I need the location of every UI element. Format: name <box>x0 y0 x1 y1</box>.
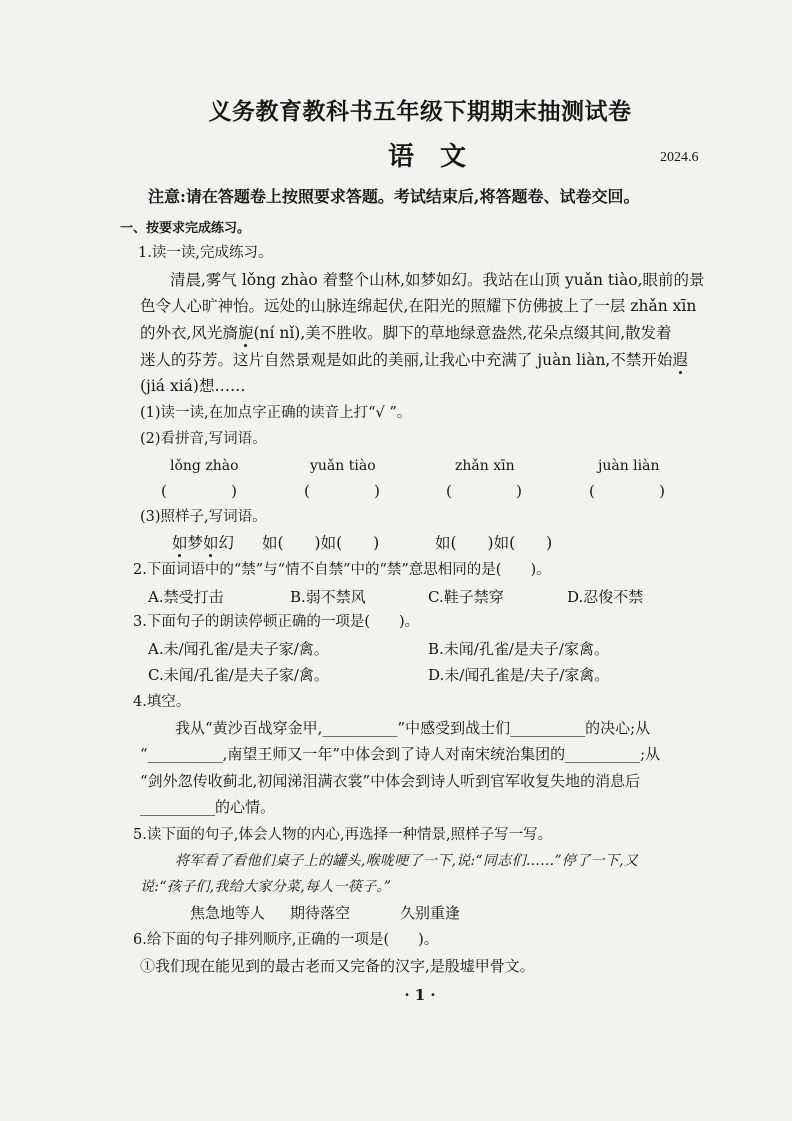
answer-brackets-3: ( ) <box>446 482 522 500</box>
passage-line-1: 清晨,雾气 lǒng zhào 着整个山林,如梦如幻。我站在山顶 yuǎn tiào,眼前的景 <box>170 271 705 289</box>
q5-scene-3: 久别重逢 <box>400 904 461 922</box>
q5-scene-1: 焦急地等人 <box>190 904 266 922</box>
q4-stem: 4.填空。 <box>133 694 191 710</box>
q6-item-1: ①我们现在能见到的最古老而又完备的汉字,是殷墟甲骨文。 <box>140 957 535 975</box>
q5-scene-2: 期待落空 <box>290 904 351 922</box>
q1-sub3: (3)照样子,写词语。 <box>140 509 267 525</box>
answer-brackets-1: ( ) <box>161 482 237 500</box>
q2-stem: 2.下面词语中的“禁”与“情不自禁”中的“禁”意思相同的是( )。 <box>133 562 551 578</box>
example-word: 如梦如幻 <box>172 534 235 552</box>
section-heading: 一、按要求完成练习。 <box>120 221 251 236</box>
pattern-blank-1: 如( )如( ) <box>262 534 380 552</box>
q4-line-1: 我从“黄沙百战穿金甲,__________”中感受到战士们__________的决心;从 <box>175 719 651 737</box>
q5-quote-line-2: 说:“孩子们,我给大家分菜,每人一筷子。” <box>140 879 392 895</box>
q4-line-3: “剑外忽传收蓟北,初闻涕泪满衣裳”中体会到诗人听到官军收复失地的消息后 <box>140 772 641 790</box>
q4-line-2: “__________,南望王师又一年”中体会到了诗人对南宋统治集团的__________;从 <box>140 745 661 763</box>
q3-option-c: C.未闻/孔雀/是夫子家/禽。 <box>148 666 329 684</box>
q3-option-a: A.未/闻孔雀/是夫子家/禽。 <box>148 640 329 658</box>
q1-stem: 1.读一读,完成练习。 <box>138 245 273 261</box>
pinyin-3: zhǎn xīn <box>455 458 515 474</box>
q3-stem: 3.下面句子的朗读停顿正确的一项是( )。 <box>133 614 420 630</box>
q6-stem: 6.给下面的句子排列顺序,正确的一项是( )。 <box>133 932 439 948</box>
answer-brackets-2: ( ) <box>304 482 380 500</box>
q2-option-d: D.忍俊不禁 <box>567 588 644 606</box>
passage-line-3-post: (ní nǐ),美不胜收。脚下的草地绿意盎然,花朵点缀其间,散发着 <box>253 324 672 342</box>
passage-line-4 <box>140 350 688 370</box>
exam-title: 义务教育教科书五年级下期期末抽测试卷 <box>208 98 632 125</box>
pinyin-4: juàn liàn <box>598 458 660 474</box>
q2-option-c: C.鞋子禁穿 <box>428 588 504 606</box>
q2-option-b: B.弱不禁风 <box>290 588 366 606</box>
q2-option-a: A.禁受打击 <box>148 588 224 606</box>
q1-sub2: (2)看拼音,写词语。 <box>140 431 267 447</box>
pattern-blank-2: 如( )如( ) <box>435 534 553 552</box>
exam-date: 2024.6 <box>660 150 699 165</box>
dotted-char: 旎 <box>237 324 254 342</box>
passage-line-3 <box>140 323 672 343</box>
q3-option-d: D.未/闻孔雀是/夫子/家禽。 <box>428 666 610 684</box>
q3-option-b: B.未闻/孔雀/是夫子/家禽。 <box>428 640 609 658</box>
pinyin-2: yuǎn tiào <box>310 458 376 474</box>
dotted-char: 遐 <box>672 351 688 369</box>
passage-line-2: 色令人心旷神怡。远处的山脉连绵起伏,在阳光的照耀下仿佛披上了一层 zhǎn xīn <box>140 297 697 315</box>
q1-sub1: (1)读一读,在加点字正确的读音上打“√ ”。 <box>140 405 412 421</box>
passage-line-4-pre: 迷人的芬芳。这片自然景观是如此的美丽,让我心中充满了 juàn liàn,不禁开始 <box>140 351 673 369</box>
exam-notice: 注意:请在答题卷上按照要求答题。考试结束后,将答题卷、试卷交回。 <box>148 187 640 206</box>
q4-line-4: __________的心情。 <box>140 798 276 816</box>
page-number: · 1 · <box>404 986 436 1004</box>
q5-quote-line-1: 将军看了看他们桌子上的罐头,喉咙哽了一下,说:“同志们……”停了一下,又 <box>175 853 639 869</box>
passage-line-5: (jiá xiá)想…… <box>140 377 246 395</box>
answer-brackets-4: ( ) <box>589 482 665 500</box>
q5-stem: 5.读下面的句子,体会人物的内心,再选择一种情景,照样子写一写。 <box>133 827 553 843</box>
passage-line-3-pre: 的外衣,风光旖 <box>140 324 238 342</box>
subject-heading: 语 文 <box>388 142 467 172</box>
pinyin-1: lǒng zhào <box>170 458 239 474</box>
